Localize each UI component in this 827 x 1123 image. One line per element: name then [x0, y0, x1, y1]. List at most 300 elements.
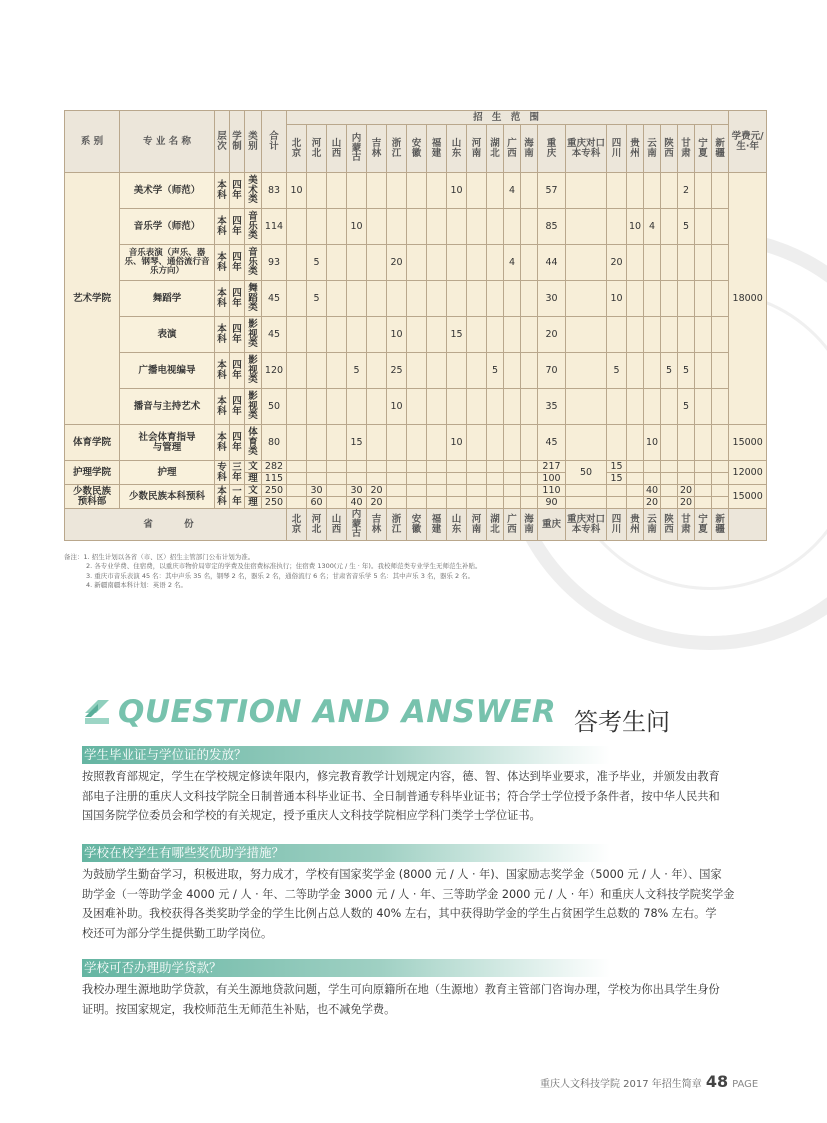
- quota-cell: [447, 497, 467, 509]
- total-cell: 50: [262, 389, 287, 425]
- quota-cell: [607, 485, 627, 497]
- quota-cell: 10: [287, 173, 307, 209]
- quota-cell: [607, 497, 627, 509]
- quota-cell: [427, 461, 447, 473]
- years-cell: 四年: [230, 317, 245, 353]
- header-dept: 系 别: [65, 111, 120, 173]
- quota-cell: [347, 317, 367, 353]
- quota-cell: [661, 389, 678, 425]
- header-province: 重庆对口本专科: [566, 125, 607, 173]
- quota-cell: [521, 209, 538, 245]
- quota-cell: [287, 461, 307, 473]
- quota-cell: [467, 497, 487, 509]
- quota-cell: [447, 209, 467, 245]
- question-bar: 学校在校学生有哪些奖优助学措施？: [82, 844, 742, 862]
- quota-cell: 20: [644, 497, 661, 509]
- major-name: 美术学（师范）: [120, 173, 215, 209]
- quota-cell: [504, 209, 521, 245]
- quota-cell: 5: [307, 281, 327, 317]
- quota-cell: [367, 317, 387, 353]
- quota-cell: [566, 245, 607, 281]
- header-province: 宁夏: [695, 125, 712, 173]
- quota-cell: [347, 389, 367, 425]
- answer-line: 及困难补助。我校获得各类奖助学金的学生比例占总人数的 40% 左右，其中获得助学金的学生占贫困学生总数的 78% 左右。学: [82, 907, 717, 920]
- quota-cell: [712, 497, 729, 509]
- note-line: 2. 各专业学费、住宿费，以重庆市物价局审定的学费及住宿费标准执行；住宿费 1300(元 / 生 · 年)。我校师范类专业学生无师范生补贴。: [86, 562, 482, 571]
- quota-cell: [327, 389, 347, 425]
- footer-province: 重庆对口本专科: [566, 509, 607, 541]
- answer-line: 助学金（一等助学金 4000 元 / 人 · 年、二等助学金 3000 元 / 人 · 年、三等助学金 2000 元 / 人 · 年）和重庆人文科技学院奖学金: [82, 887, 735, 901]
- level-cell: 本科: [215, 245, 230, 281]
- quota-cell: [504, 281, 521, 317]
- quota-cell: 5: [678, 353, 695, 389]
- years-cell: 四年: [230, 173, 245, 209]
- footer-province: 重庆: [538, 509, 566, 541]
- quota-cell: [387, 173, 407, 209]
- level-cell: 本科: [215, 485, 230, 509]
- major-name: 舞蹈学: [120, 281, 215, 317]
- quota-cell: [627, 473, 644, 485]
- quota-cell: [387, 485, 407, 497]
- quota-cell: 100: [538, 473, 566, 485]
- quota-cell: 5: [678, 389, 695, 425]
- quota-cell: [627, 317, 644, 353]
- quota-cell: 85: [538, 209, 566, 245]
- total-cell: 282: [262, 461, 287, 473]
- fee-cell: 15000: [729, 485, 767, 509]
- quota-cell: [487, 473, 504, 485]
- quota-cell: [661, 425, 678, 461]
- header-province: 内蒙古: [347, 125, 367, 173]
- enrollment-table: [64, 110, 767, 541]
- answer-line: 我校办理生源地助学贷款，有关生源地贷款问题，学生可向原籍所在地（生源地）教育主管部门咨询办理，学校为你出具学生身份: [82, 983, 720, 996]
- header-province: 四川: [607, 125, 627, 173]
- quota-cell: 20: [678, 485, 695, 497]
- quota-cell: [504, 461, 521, 473]
- quota-cell: [566, 389, 607, 425]
- header-province: 甘肃: [678, 125, 695, 173]
- dept-pe: 体育学院: [65, 425, 120, 461]
- header-province: 山西: [327, 125, 347, 173]
- level-cell: 本科: [215, 209, 230, 245]
- footer-province: 山西: [327, 509, 347, 541]
- question-bar: 学生毕业证与学位证的发放？: [82, 746, 742, 764]
- header-province: 安徽: [407, 125, 427, 173]
- quota-cell: [447, 353, 467, 389]
- quota-cell: 4: [644, 209, 661, 245]
- quota-cell: [467, 473, 487, 485]
- header-province: 河北: [307, 125, 327, 173]
- qa-logo-icon: [82, 696, 112, 726]
- answer-line: 部电子注册的重庆人文科技学院全日制普通本科毕业证书、全日制普通专科毕业证书；符合学士学位授予条件者，按中华人民共和: [82, 789, 720, 803]
- quota-cell: [712, 389, 729, 425]
- quota-cell: [387, 209, 407, 245]
- quota-cell: [627, 461, 644, 473]
- total-cell: 250: [262, 497, 287, 509]
- level-cell: 本科: [215, 317, 230, 353]
- footer-empty: [729, 509, 767, 541]
- quota-cell: [644, 353, 661, 389]
- quota-cell: 90: [538, 497, 566, 509]
- quota-cell: 20: [367, 485, 387, 497]
- type-cell: 影视类: [245, 389, 262, 425]
- quota-cell: [407, 485, 427, 497]
- quota-cell: [307, 209, 327, 245]
- footer-province: 河南: [467, 509, 487, 541]
- type-cell: 影视类: [245, 317, 262, 353]
- quota-cell: [504, 497, 521, 509]
- quota-cell: [712, 353, 729, 389]
- quota-cell: [627, 425, 644, 461]
- quota-cell: [487, 173, 504, 209]
- answer-text: [82, 767, 747, 826]
- quota-cell: [566, 353, 607, 389]
- quota-cell: 5: [487, 353, 504, 389]
- footer-province: 浙江: [387, 509, 407, 541]
- quota-cell: [504, 473, 521, 485]
- quota-cell: [521, 245, 538, 281]
- quota-cell: 20: [678, 497, 695, 509]
- quota-cell: [695, 245, 712, 281]
- quota-cell: [661, 209, 678, 245]
- major-name: 广播电视编导: [120, 353, 215, 389]
- quota-cell: [661, 281, 678, 317]
- quota-cell: [287, 245, 307, 281]
- dept-art: 艺术学院: [65, 173, 120, 425]
- total-cell: 120: [262, 353, 287, 389]
- quota-cell: [607, 425, 627, 461]
- note-line: 备注：1. 招生计划以各省（市、区）招生主管部门公布计划为准。: [64, 553, 255, 561]
- header-province: 吉林: [367, 125, 387, 173]
- quota-cell: [427, 245, 447, 281]
- quota-cell: [695, 281, 712, 317]
- quota-cell: 30: [538, 281, 566, 317]
- header-level: 层次: [215, 111, 230, 173]
- quota-cell: [712, 173, 729, 209]
- fee-cell: 12000: [729, 461, 767, 485]
- quota-cell: [487, 497, 504, 509]
- qa-title-cn: 答考生问: [574, 708, 670, 736]
- footer-province: 陕西: [661, 509, 678, 541]
- quota-cell: 44: [538, 245, 566, 281]
- qa-title: QUESTION AND ANSWER: [118, 694, 557, 730]
- quota-cell: [347, 245, 367, 281]
- quota-cell: [467, 173, 487, 209]
- quota-cell: [712, 317, 729, 353]
- quota-cell: [427, 473, 447, 485]
- quota-cell: 35: [538, 389, 566, 425]
- quota-cell: 4: [504, 173, 521, 209]
- quota-cell: [644, 461, 661, 473]
- quota-cell: [712, 281, 729, 317]
- quota-cell: [367, 425, 387, 461]
- quota-cell: [287, 317, 307, 353]
- quota-cell: [427, 485, 447, 497]
- notes: [64, 553, 764, 591]
- footer-province: 北京: [287, 509, 307, 541]
- type-cell: 理: [245, 497, 262, 509]
- quota-cell: [661, 461, 678, 473]
- quota-cell: [678, 473, 695, 485]
- quota-cell: [427, 497, 447, 509]
- quota-cell: [521, 317, 538, 353]
- quota-cell: [427, 209, 447, 245]
- header-province: 云南: [644, 125, 661, 173]
- quota-cell: [327, 281, 347, 317]
- quota-cell: 10: [387, 389, 407, 425]
- dept-minority: 少数民族预科部: [65, 485, 120, 509]
- quota-cell: [467, 281, 487, 317]
- quota-cell: [627, 245, 644, 281]
- quota-cell: [407, 425, 427, 461]
- quota-cell: [566, 281, 607, 317]
- header-province: 陕西: [661, 125, 678, 173]
- quota-cell: [661, 497, 678, 509]
- header-type: 类别: [245, 111, 262, 173]
- footer-province: 贵州: [627, 509, 644, 541]
- quota-cell: 20: [387, 245, 407, 281]
- quota-cell: [427, 317, 447, 353]
- quota-cell: [644, 473, 661, 485]
- footer-province-label: 省 份: [65, 509, 287, 541]
- quota-cell: [712, 425, 729, 461]
- footer-province: 内蒙古: [347, 509, 367, 541]
- quota-cell: [467, 425, 487, 461]
- answer-line: 校还可为部分学生提供勤工助学岗位。: [82, 926, 273, 940]
- major-name: 社会体育指导与管理: [120, 425, 215, 461]
- quota-cell: [427, 389, 447, 425]
- quota-cell: 10: [447, 173, 467, 209]
- quota-cell: [644, 317, 661, 353]
- footer-province: 山东: [447, 509, 467, 541]
- quota-cell: 20: [538, 317, 566, 353]
- level-cell: 本科: [215, 425, 230, 461]
- quota-cell: [678, 317, 695, 353]
- quota-cell: [447, 389, 467, 425]
- major-name: 音乐学（师范）: [120, 209, 215, 245]
- quota-cell: [287, 473, 307, 485]
- quota-cell: [627, 497, 644, 509]
- quota-cell: 5: [661, 353, 678, 389]
- quota-cell: [427, 353, 447, 389]
- fee-cell: 15000: [729, 425, 767, 461]
- footer-province: 甘肃: [678, 509, 695, 541]
- footer-text: 重庆人文科技学院 2017 年招生简章: [540, 1079, 702, 1090]
- type-cell: 文: [245, 461, 262, 473]
- quota-cell: [407, 245, 427, 281]
- quota-cell: [327, 497, 347, 509]
- quota-cell: [307, 173, 327, 209]
- header-province: 新疆: [712, 125, 729, 173]
- quota-cell: 40: [347, 497, 367, 509]
- quota-cell: [447, 281, 467, 317]
- quota-cell: 10: [607, 281, 627, 317]
- level-cell: 本科: [215, 389, 230, 425]
- quota-cell: [287, 485, 307, 497]
- quota-cell: [504, 485, 521, 497]
- quota-cell: [327, 353, 347, 389]
- quota-cell: [695, 353, 712, 389]
- quota-cell: [467, 353, 487, 389]
- quota-cell: [521, 497, 538, 509]
- quota-cell: [566, 317, 607, 353]
- header-province: 山东: [447, 125, 467, 173]
- quota-cell: [487, 389, 504, 425]
- quota-cell: [521, 173, 538, 209]
- quota-cell: [407, 461, 427, 473]
- quota-cell: 15: [347, 425, 367, 461]
- quota-cell: 30: [307, 485, 327, 497]
- quota-cell: [487, 317, 504, 353]
- quota-cell: [307, 389, 327, 425]
- quota-cell: [287, 425, 307, 461]
- quota-cell: [661, 245, 678, 281]
- quota-cell: [695, 473, 712, 485]
- quota-cell: [566, 497, 607, 509]
- quota-cell: 15: [607, 461, 627, 473]
- answer-line: 国国务院学位委员会和学校的有关规定，授予重庆人文科技学院相应学科门类学士学位证书。: [82, 809, 541, 822]
- quota-cell: [566, 485, 607, 497]
- quota-cell: 10: [644, 425, 661, 461]
- quota-cell: 4: [504, 245, 521, 281]
- quota-cell: [521, 473, 538, 485]
- quota-cell: [644, 281, 661, 317]
- total-cell: 83: [262, 173, 287, 209]
- quota-cell: [367, 281, 387, 317]
- quota-cell: [521, 353, 538, 389]
- header-province: 河南: [467, 125, 487, 173]
- quota-cell: [427, 425, 447, 461]
- quota-cell: [367, 245, 387, 281]
- type-cell: 文: [245, 485, 262, 497]
- quota-cell: [427, 173, 447, 209]
- quota-cell: [521, 425, 538, 461]
- years-cell: 四年: [230, 425, 245, 461]
- quota-cell: [695, 209, 712, 245]
- quota-cell: [347, 173, 367, 209]
- quota-cell: [607, 317, 627, 353]
- quota-cell: 5: [607, 353, 627, 389]
- quota-cell: 50: [566, 461, 607, 485]
- header-province: 浙江: [387, 125, 407, 173]
- quota-cell: 10: [347, 209, 367, 245]
- quota-cell: [695, 317, 712, 353]
- quota-cell: [447, 245, 467, 281]
- quota-cell: [467, 245, 487, 281]
- total-cell: 114: [262, 209, 287, 245]
- quota-cell: [607, 173, 627, 209]
- total-cell: 250: [262, 485, 287, 497]
- quota-cell: 20: [607, 245, 627, 281]
- quota-cell: 10: [447, 425, 467, 461]
- quota-cell: [407, 209, 427, 245]
- quota-cell: [566, 209, 607, 245]
- quota-cell: [307, 461, 327, 473]
- years-cell: 四年: [230, 281, 245, 317]
- total-cell: 80: [262, 425, 287, 461]
- header-province: 广西: [504, 125, 521, 173]
- answer-line: 为鼓励学生勤奋学习，积极进取，努力成才，学校有国家奖学金 (8000 元 / 人 · 年)、国家励志奖学金（5000 元 / 人 · 年）、国家: [82, 868, 722, 881]
- quota-cell: [661, 173, 678, 209]
- level-cell: 本科: [215, 353, 230, 389]
- major-name: 表演: [120, 317, 215, 353]
- footer-province: 河北: [307, 509, 327, 541]
- type-cell: 音乐类: [245, 209, 262, 245]
- quota-cell: [327, 317, 347, 353]
- question-bar: 学校可否办理助学贷款？: [82, 959, 742, 977]
- quota-cell: [367, 461, 387, 473]
- quota-cell: [447, 485, 467, 497]
- qa-header: [82, 690, 742, 740]
- years-cell: 三年: [230, 461, 245, 485]
- quota-cell: [712, 461, 729, 473]
- type-cell: 体育类: [245, 425, 262, 461]
- quota-cell: 40: [644, 485, 661, 497]
- page-footer: [540, 1072, 758, 1091]
- footer-province: 海南: [521, 509, 538, 541]
- level-cell: 本科: [215, 173, 230, 209]
- quota-cell: [678, 281, 695, 317]
- quota-cell: [467, 389, 487, 425]
- quota-cell: [678, 245, 695, 281]
- quota-cell: [712, 209, 729, 245]
- quota-cell: [407, 473, 427, 485]
- quota-cell: [387, 425, 407, 461]
- quota-cell: [307, 317, 327, 353]
- quota-cell: [521, 389, 538, 425]
- quota-cell: [695, 485, 712, 497]
- quota-cell: [307, 425, 327, 461]
- years-cell: 一年: [230, 485, 245, 509]
- years-cell: 四年: [230, 209, 245, 245]
- header-total: 合计: [262, 111, 287, 173]
- quota-cell: [695, 497, 712, 509]
- quota-cell: [367, 353, 387, 389]
- quota-cell: 110: [538, 485, 566, 497]
- quota-cell: [504, 317, 521, 353]
- quota-cell: 5: [678, 209, 695, 245]
- page-word: PAGE: [732, 1079, 759, 1090]
- quota-cell: [644, 173, 661, 209]
- quota-cell: [695, 389, 712, 425]
- quota-cell: [627, 353, 644, 389]
- quota-cell: [327, 425, 347, 461]
- quota-cell: 10: [387, 317, 407, 353]
- quota-cell: [287, 497, 307, 509]
- years-cell: 四年: [230, 389, 245, 425]
- quota-cell: [644, 245, 661, 281]
- quota-cell: [367, 173, 387, 209]
- quota-cell: 45: [538, 425, 566, 461]
- quota-cell: [467, 317, 487, 353]
- page-number: 48: [705, 1072, 729, 1091]
- quota-cell: 70: [538, 353, 566, 389]
- quota-cell: [712, 485, 729, 497]
- footer-province: 湖北: [487, 509, 504, 541]
- quota-cell: 25: [387, 353, 407, 389]
- quota-cell: [487, 461, 504, 473]
- quota-cell: [327, 485, 347, 497]
- years-cell: 四年: [230, 245, 245, 281]
- quota-cell: [347, 461, 367, 473]
- quota-cell: [487, 425, 504, 461]
- major-name: 播音与主持艺术: [120, 389, 215, 425]
- major-name: 护理: [120, 461, 215, 485]
- level-cell: 专科: [215, 461, 230, 485]
- header-years: 学制: [230, 111, 245, 173]
- quota-cell: [387, 497, 407, 509]
- quota-cell: [327, 245, 347, 281]
